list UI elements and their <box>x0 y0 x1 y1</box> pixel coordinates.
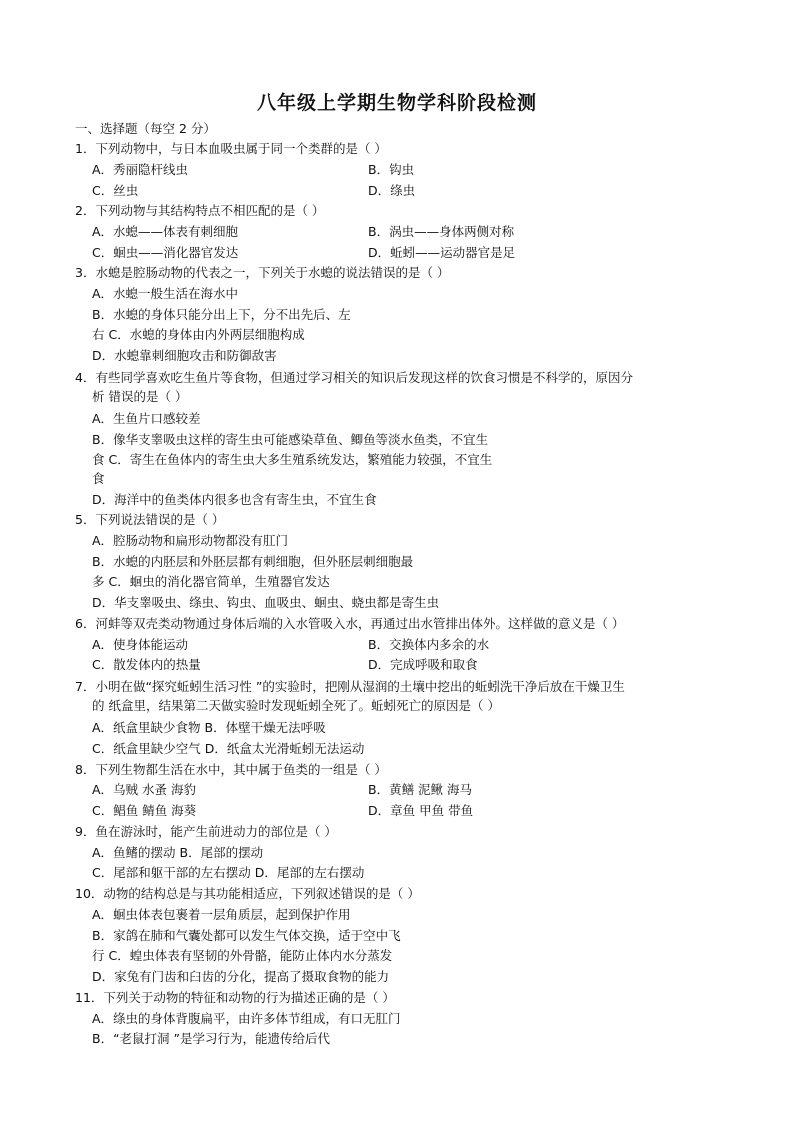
question-2-option-c: C．蛔虫——消化器官发达 <box>92 245 239 260</box>
question-7-stem-continued: 的 纸盒里，结果第二天做实验时发现蚯蚓全死了。蚯蚓死亡的原因是（ ） <box>92 698 500 713</box>
question-7-stem: 7．小明在做“探究蚯蚓生活习性 ”的实验时，把刚从湿润的土壤中挖出的蚯蚓洗干净后放在干燥卫生 <box>75 679 625 694</box>
question-1-option-d: D．绦虫 <box>368 183 416 198</box>
question-1-option-b: B．钩虫 <box>368 162 415 177</box>
page-title: 八年级上学期生物学科阶段检测 <box>256 92 537 114</box>
question-2-option-b: B．涡虫——身体两侧对称 <box>368 224 515 239</box>
question-4-stem: 4．有些同学喜欢吃生鱼片等食物，但通过学习相关的知识后发现这样的饮食习惯是不科学的，原因分 <box>75 370 633 385</box>
question-10-stem: 10．动物的结构总是与其功能相适应，下列叙述错误的是（ ） <box>75 886 420 901</box>
question-11-option-a: A．绦虫的身体背腹扁平，由许多体节组成，有口无肛门 <box>92 1011 401 1026</box>
question-10-option-d: D．家兔有门齿和臼齿的分化，提高了摄取食物的能力 <box>92 969 390 984</box>
question-6-option-d: D．完成呼吸和取食 <box>368 657 478 672</box>
question-8-option-b: B．黄鳝 泥鳅 海马 <box>368 782 473 797</box>
question-10-option-c: 行 C．蝗虫体表有坚韧的外骨骼，能防止体内水分蒸发 <box>92 948 393 963</box>
question-5-option-a: A．腔肠动物和扁形动物都没有肛门 <box>92 533 289 548</box>
question-7-options-ab: A．纸盒里缺少食物 B．体壁干燥无法呼吸 <box>92 720 326 735</box>
question-6-stem: 6．河蚌等双壳类动物通过身体后端的入水管吸入水，再通过出水管排出体外。这样做的意义是（ ） <box>75 616 625 631</box>
question-3-option-c: 右 C．水螅的身体由内外两层细胞构成 <box>92 327 305 342</box>
question-8-option-c: C．鲳鱼 鲭鱼 海葵 <box>92 803 197 818</box>
question-6-option-a: A．使身体能运动 <box>92 637 189 652</box>
question-10-option-b: B．家鸽在肺和气囊处都可以发生气体交换，适于空中飞 <box>92 928 401 943</box>
question-1-option-a: A．秀丽隐杆线虫 <box>92 162 189 177</box>
question-2-option-d: D．蚯蚓——运动器官是足 <box>368 245 516 260</box>
question-5-stem: 5．下列说法错误的是（ ） <box>75 512 225 527</box>
question-4-option-d: D．海洋中的鱼类体内很多也含有寄生虫，不宜生食 <box>92 492 377 507</box>
question-2-option-a: A．水螅——体表有刺细胞 <box>92 224 239 239</box>
question-4-stem-continued: 析 错误的是（ ） <box>92 389 188 404</box>
question-9-options-ab: A．鱼鳍的摆动 B．尾部的摆动 <box>92 845 264 860</box>
question-4-option-a: A．生鱼片口感较差 <box>92 411 201 426</box>
question-5-option-d: D．华支睾吸虫、绦虫、钩虫、血吸虫、蛔虫、蛲虫都是寄生虫 <box>92 595 440 610</box>
question-3-option-a: A．水螅一般生活在海水中 <box>92 286 239 301</box>
question-4-option-b: B．像华支睾吸虫这样的寄生虫可能感染草鱼、鲫鱼等淡水鱼类，不宜生 <box>92 432 489 447</box>
question-5-option-c: 多 C．蛔虫的消化器官简单，生殖器官发达 <box>92 574 330 589</box>
question-2-stem: 2．下列动物与其结构特点不相匹配的是（ ） <box>75 203 325 218</box>
question-11-stem: 11．下列关于动物的特征和动物的行为描述正确的是（ ） <box>75 990 395 1005</box>
question-11-option-b: B．“老鼠打洞 ”是学习行为，能遗传给后代 <box>92 1031 331 1046</box>
question-3-option-d: D．水螅靠刺细胞攻击和防御敌害 <box>92 348 277 363</box>
question-8-stem: 8．下列生物都生活在水中，其中属于鱼类的一组是（ ） <box>75 762 387 777</box>
question-8-option-a: A．乌贼 水蚤 海豹 <box>92 782 196 797</box>
question-6-option-c: C．散发体内的热量 <box>92 657 201 672</box>
section-heading: 一、选择题（每空 2 分） <box>75 121 216 136</box>
question-4-option-c-continued: 食 <box>92 471 105 486</box>
question-1-stem: 1．下列动物中，与日本血吸虫属于同一个类群的是（ ） <box>75 141 387 156</box>
question-10-option-a: A．蛔虫体表包裹着一层角质层，起到保护作用 <box>92 907 351 922</box>
question-1-option-c: C．丝虫 <box>92 183 139 198</box>
question-3-option-b: B．水螅的身体只能分出上下，分不出先后、左 <box>92 307 351 322</box>
question-7-options-cd: C．纸盒里缺少空气 D．纸盒太光滑蚯蚓无法运动 <box>92 741 365 756</box>
question-4-option-c: 食 C．寄生在鱼体内的寄生虫大多生殖系统发达，繁殖能力较强，不宜生 <box>92 452 493 467</box>
question-5-option-b: B．水螅的内胚层和外胚层都有刺细胞，但外胚层刺细胞最 <box>92 554 414 569</box>
question-3-stem: 3．水螅是腔肠动物的代表之一，下列关于水螅的说法错误的是（ ） <box>75 265 450 280</box>
question-9-options-cd: C．尾部和躯干部的左右摆动 D．尾部的左右摆动 <box>92 865 365 880</box>
question-8-option-d: D．章鱼 甲鱼 带鱼 <box>368 803 474 818</box>
question-9-stem: 9．鱼在游泳时，能产生前进动力的部位是（ ） <box>75 824 337 839</box>
question-6-option-b: B．交换体内多余的水 <box>368 637 490 652</box>
